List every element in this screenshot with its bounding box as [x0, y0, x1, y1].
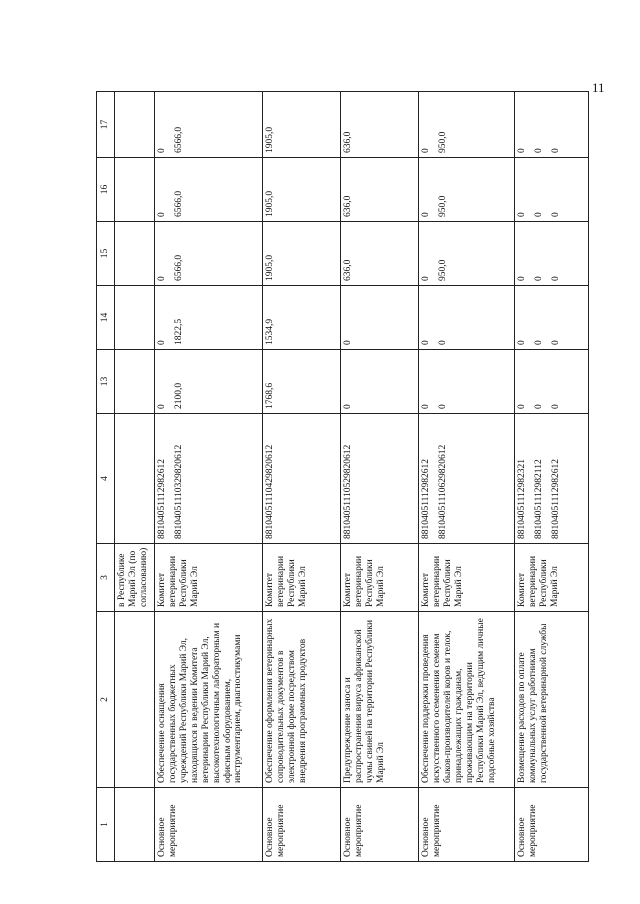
value-col-16: 636,0: [341, 158, 419, 222]
value: 0: [550, 276, 561, 281]
activity-name: Возмещение расходов по оплате коммунальных услуг работникам государственной ветеринарной службы: [515, 612, 589, 788]
value-col-13: 0: [341, 350, 419, 414]
activity-executor: Комитет ветеринарии Республики Марий Эл: [155, 544, 263, 612]
activity-type: Основное мероприятие: [419, 788, 515, 862]
value: 0: [421, 340, 431, 345]
value-col-17: [155, 92, 263, 158]
value-col-16: [155, 158, 263, 222]
activity-name: Обеспечение оснащения государственных бюджетных учреждений Республики Марий Эл, находящихся в ведении Комитета ветеринарии Республики Марий Эл, высокотехнологичным лабораторным и офисным оборудованием, инструментарием, диагностикумами: [155, 612, 263, 788]
budget-code: 88104051112982321: [517, 458, 527, 539]
rotated-table-container: [96, 92, 589, 862]
activity-type: Основное мероприятие: [341, 788, 419, 862]
value-col-17: [515, 92, 589, 158]
value-col-14: [155, 286, 263, 350]
value-col-13: 1768,6: [263, 350, 341, 414]
value: 0: [157, 212, 167, 217]
value-col-16: [419, 158, 515, 222]
activity-type: Основное мероприятие: [263, 788, 341, 862]
value: 0: [157, 340, 167, 345]
value-col-14: [419, 286, 515, 350]
value: 0: [421, 276, 431, 281]
value: 0: [437, 404, 448, 409]
value-col-15: 1905,0: [263, 222, 341, 286]
value: 0: [157, 404, 167, 409]
value-col-15: [155, 222, 263, 286]
value-col-14: 0: [341, 286, 419, 350]
budget-codes: [419, 414, 515, 544]
budget-code: 88104051110629820612: [437, 444, 448, 539]
budget-code: 88104051110529820612: [343, 444, 353, 539]
value-col-13: [155, 350, 263, 414]
value: 950,0: [437, 131, 448, 153]
activity-type: Основное мероприятие: [155, 788, 263, 862]
budget-codes: [263, 414, 341, 544]
budget-codes: [515, 414, 589, 544]
value: 0: [533, 404, 544, 409]
value: 0: [157, 148, 167, 153]
budget-codes: [341, 414, 419, 544]
value-col-16: 1905,0: [263, 158, 341, 222]
budget-code: 88104051110429820612: [265, 444, 275, 539]
value-col-14: 1534,9: [263, 286, 341, 350]
table-row: [263, 92, 341, 862]
budget-code: 88104051112982612: [421, 458, 431, 539]
table-row: [341, 92, 419, 862]
activity-executor: Комитет ветеринарии Республики Марий Эл: [341, 544, 419, 612]
value-col-14: [515, 286, 589, 350]
budget-code: 88104051110329820612: [173, 444, 184, 539]
page-number: 11: [592, 80, 605, 95]
budget-codes: [155, 414, 263, 544]
budget-code: 88104051112982612: [550, 458, 561, 539]
activity-name: Обеспечение поддержки проведения искусственного осеменения семенем быков-производителей коров и телок, принадлежащих гражданам, проживающим на территории Республики Марий Эл, ведущим личные подсобные хозяйства: [419, 612, 515, 788]
value-col-15: [419, 222, 515, 286]
activity-name: Предупреждение заноса и распространения вируса африканской чумы свиней на территории Республики Марий Эл: [341, 612, 419, 788]
col-header-16: 16: [97, 158, 115, 222]
value-col-13: [419, 350, 515, 414]
activity-name: Обеспечение оформления ветеринарных сопроводительных документов в электронной форме посредством внедрения программных продуктов: [263, 612, 341, 788]
value: 0: [550, 404, 561, 409]
value-col-17: [419, 92, 515, 158]
value-col-15: 636,0: [341, 222, 419, 286]
value: 0: [517, 148, 527, 153]
value: 0: [533, 212, 544, 217]
value: 0: [517, 404, 527, 409]
activity-executor: Комитет ветеринарии Республики Марий Эл: [263, 544, 341, 612]
activity-executor: Комитет ветеринарии Республики Марий Эл: [419, 544, 515, 612]
activity-executor: Комитет ветеринарии Республики Марий Эл: [515, 544, 589, 612]
col-header-14: 14: [97, 286, 115, 350]
value-col-13: [515, 350, 589, 414]
value: 0: [517, 340, 527, 345]
value: 0: [550, 212, 561, 217]
value-col-17: 1905,0: [263, 92, 341, 158]
program-activities-table: [96, 91, 589, 862]
value: 0: [550, 340, 561, 345]
value: 0: [533, 148, 544, 153]
value-col-16: [515, 158, 589, 222]
value: 950,0: [437, 259, 448, 281]
continuation-executor: в Республике Марий Эл (по согласованию): [115, 544, 155, 612]
col-header-2: 2: [97, 612, 115, 788]
value: 950,0: [437, 195, 448, 217]
continuation-row: [115, 92, 155, 862]
col-header-17: 17: [97, 92, 115, 158]
value: 0: [437, 340, 448, 345]
value: 0: [550, 148, 561, 153]
value-col-15: [515, 222, 589, 286]
value: 6566,0: [173, 126, 184, 153]
value: 6566,0: [173, 254, 184, 281]
col-header-13: 13: [97, 350, 115, 414]
activity-type: Основное мероприятие: [515, 788, 589, 862]
table-row: [155, 92, 263, 862]
value: 0: [157, 276, 167, 281]
value: 0: [533, 276, 544, 281]
value: 0: [421, 212, 431, 217]
value: 0: [533, 340, 544, 345]
table-row: [515, 92, 589, 862]
budget-code: 88104051112982612: [157, 458, 167, 539]
value: 2100,0: [173, 382, 184, 409]
value-col-17: 636,0: [341, 92, 419, 158]
value: 1822,5: [173, 318, 184, 345]
value: 6566,0: [173, 190, 184, 217]
value: 0: [517, 212, 527, 217]
col-header-4: 4: [97, 414, 115, 544]
value: 0: [517, 276, 527, 281]
col-header-3: 3: [97, 544, 115, 612]
table-row: [419, 92, 515, 862]
col-header-1: 1: [97, 788, 115, 862]
column-header-row: [97, 92, 115, 862]
value: 0: [421, 148, 431, 153]
value: 0: [421, 404, 431, 409]
col-header-15: 15: [97, 222, 115, 286]
budget-code: 88104051112982112: [533, 459, 544, 539]
